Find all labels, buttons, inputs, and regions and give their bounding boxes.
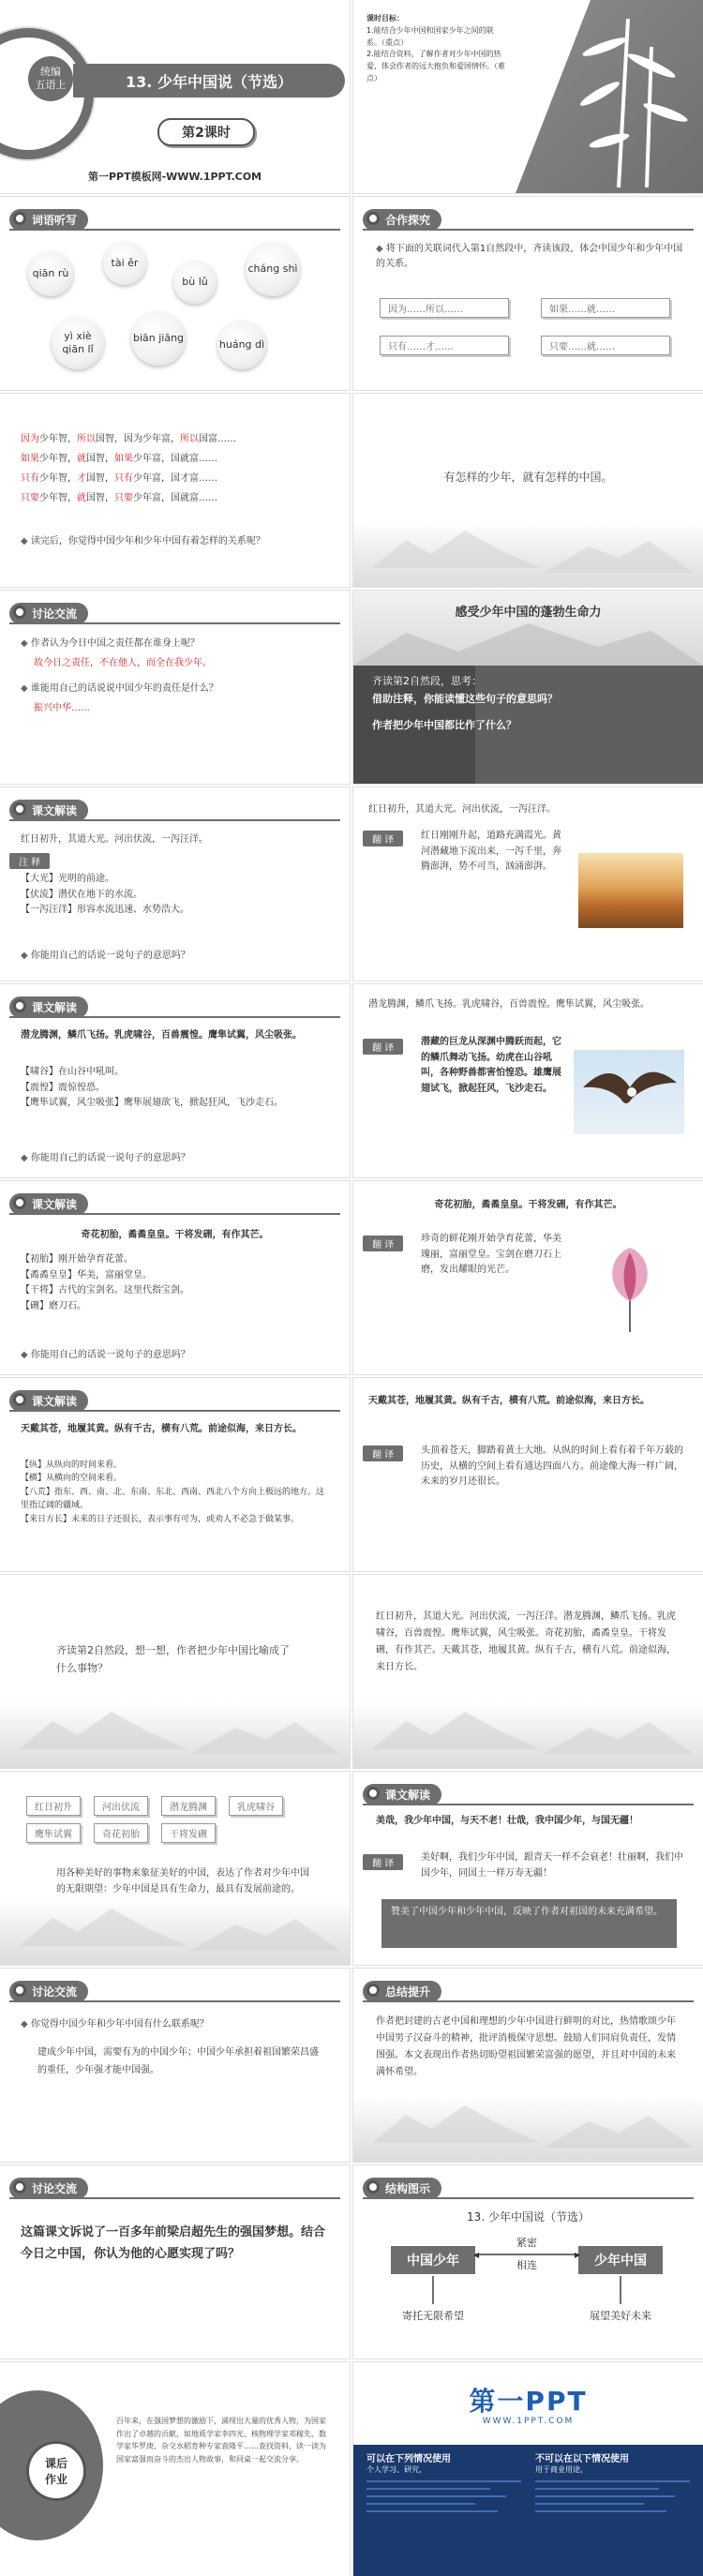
note-item: 【鹰隼试翼，风尘吸张】鹰隼展翅欲飞，掀起狂风，飞沙走石。	[21, 1098, 283, 1108]
connective-line: 只要少年智，就国智，只要少年富，国就富……	[21, 493, 217, 503]
passage-text: 红日初升，其道大光。河出伏流，一泻汪洋。	[21, 834, 208, 845]
translation-text: 红日刚刚升起，道路充满霞光。黄河潜藏地下流出来，一泻千里，奔腾澎湃，势不可当，汹涌澎湃。	[421, 831, 561, 872]
word-bubble: qiān rù	[28, 251, 73, 296]
ppt-url: WWW.1PPT.COM	[482, 2417, 575, 2426]
feel-question: 作者把少年中国都比作了什么？	[372, 719, 516, 732]
connective-box: 因为……所以……	[380, 298, 509, 318]
translation-text: 潜藏的巨龙从深渊中腾跃而起，它的鳞爪舞动飞扬。幼虎在山谷吼叫，各种野兽都害怕惶恐。雄鹰展翅试飞，掀起狂风，飞沙走石。	[421, 1037, 561, 1094]
note-item: 【震惶】震惊惶恐。	[21, 1082, 105, 1093]
slide-question	[0, 1575, 350, 1768]
passage-text: 天戴其苍，地履其黄。纵有千古，横有八荒。前途似海，来日方长。	[368, 1396, 650, 1406]
lesson-title: 13. 少年中国说（节选）	[126, 72, 292, 91]
goals-title: 课时目标：	[366, 14, 404, 22]
connective-box: 只有……才……	[380, 336, 509, 355]
connective-box: 只要……就……	[541, 336, 670, 355]
section-header: 课文解读	[9, 1193, 88, 1215]
question-text: ◆ 谁能用自己的话说说中国少年的责任是什么？	[21, 683, 218, 694]
ppt-logo: 第一PPT	[469, 2386, 588, 2417]
slide-reading-3	[0, 1181, 350, 1374]
question-text: ◆ 你觉得中国少年和少年中国有什么联系呢？	[21, 2019, 209, 2029]
slide-discuss-2	[0, 1969, 350, 2162]
connective-line: 只有少年智，才国智，只有少年富，国才富……	[21, 473, 217, 484]
note-item: 【干将】古代的宝剑名。这里代指宝剑。	[21, 1285, 189, 1295]
slide-quote	[353, 394, 703, 587]
feel-prompt: 齐读第2自然段，思考：	[372, 675, 482, 687]
word-bubble: tài ěr	[103, 242, 146, 285]
connective-box: 如果……就……	[541, 298, 670, 318]
desert-image	[578, 853, 683, 928]
question-text: ◆ 读完后，你觉得中国少年和少年中国有着怎样的关系呢？	[21, 536, 265, 547]
section-header: 讨论交流	[9, 2178, 88, 2199]
slide-reading-4	[0, 1378, 350, 1571]
passage-text: 潜龙腾渊，鳞爪飞扬。乳虎啸谷，百兽震惶。鹰隼试翼，风尘吸张。	[368, 999, 650, 1010]
period-tag: 第2课时	[157, 118, 255, 146]
note-item: 【八荒】指东、西、南、北、东南、东北、西南、西北八个方向上极远的地方。这里指辽阔的疆域。	[21, 1487, 325, 1511]
slide-footer	[353, 2362, 703, 2576]
goal-item: 1.能结合少年中国和国家少年之间的联系。（重点）	[366, 25, 494, 47]
structure-link: 紧密 ◀ ▶ 相连	[473, 2237, 580, 2271]
section-header: 合作探究	[363, 209, 441, 231]
structure-title: 13. 少年中国说（节选）	[467, 2210, 590, 2224]
connective-line: 因为少年智，所以国智，因为少年富，所以国富……	[21, 434, 236, 444]
structure-left-node: 中国少年	[391, 2246, 475, 2274]
question-text: 齐读第2自然段，想一想，作者把少年中国比喻成了什么事物？	[56, 1644, 290, 1674]
structure-right-sub: 展望美好未来	[590, 2310, 651, 2322]
symbol-tag: 乳虎啸谷	[229, 1796, 283, 1816]
passage-text: 天戴其苍，地履其黄。纵有千古，横有八荒。前途似海，来日方长。	[21, 1424, 302, 1434]
feel-title: 感受少年中国的蓬勃生命力	[455, 606, 602, 620]
symbol-tag: 河出伏流	[94, 1796, 148, 1816]
summary-text: 作者把封建的古老中国和理想的少年中国进行鲜明的对比，热情歌颂少年中国男子汉奋斗的精神，批评消极保守思想。鼓励人们同肩负责任，发情图强。本文表现出作者热切盼望祖国繁荣富强的愿望，并且对中国的未来满怀希望。	[376, 2016, 676, 2077]
flower-image	[578, 1243, 681, 1337]
slide-passage	[353, 1575, 703, 1768]
word-bubble: yì xiè qiān lǐ	[52, 317, 104, 369]
slide-explore	[353, 197, 703, 390]
passage-text: 美哉，我少年中国，与天不老！壮哉，我中国少年，与国无疆！	[376, 1816, 638, 1826]
passage-text: 奇花初胎，矞矞皇皇。干将发硎，有作其芒。	[81, 1230, 269, 1240]
deny-sub: 用于商业用途，	[535, 2465, 588, 2474]
structure-left-sub: 寄托无限希望	[402, 2310, 464, 2322]
slide-structure	[353, 2165, 703, 2359]
slide-discuss-1	[0, 591, 350, 784]
translation-text: 珍奇的鲜花刚开始孕育花蕾，华美瑰丽，富丽堂皇。宝剑在磨刀石上磨，发出耀眼的光芒。	[421, 1234, 561, 1275]
note-item: 【硎】磨刀石。	[21, 1300, 86, 1311]
note-item: 【伏流】潜伏在地下的水流。	[21, 889, 142, 900]
translate-tag: 翻 译	[363, 831, 403, 846]
note-item: 【一泻汪洋】形容水流迅速、水势浩大。	[21, 905, 189, 915]
discussion-text: 这篇课文诉说了一百多年前梁启超先生的强国梦想。结合今日之中国，你认为他的心愿实现了吗？	[21, 2225, 326, 2262]
translation-text: 头顶着苍天，脚踏着黄土大地。从纵的时间上看有着千年万载的历史，从横的空间上看有通达四面八方。前途像大海一样广阔，未来的岁月还很长。	[421, 1445, 683, 1487]
answer-text: 建成少年中国，需要有为的中国少年；中国少年承担着祖国繁荣昌盛的重任，少年强才能中国强。	[37, 2047, 319, 2075]
passage-text: 奇花初胎，矞矞皇皇。干将发硎，有作其芒。	[434, 1200, 622, 1210]
section-header: 讨论交流	[9, 603, 88, 624]
note-item: 【大光】光明的前途。	[21, 874, 114, 884]
translate-tag: 翻 译	[363, 1854, 403, 1870]
allow-sub: 个人学习、研究，	[366, 2465, 426, 2474]
slide-reading-2	[0, 984, 350, 1177]
word-bubble: biān jiāng	[131, 311, 186, 366]
symbol-summary: 用各种美好的事物来象征美好的中国，表达了作者对少年中国的无限期望：少年中国是具有生命力，最具有发展前途的。	[56, 1868, 309, 1895]
passage-text: 潜龙腾渊，鳞爪飞扬。乳虎啸谷，百兽震惶。鹰隼试翼，风尘吸张。	[21, 1030, 302, 1041]
summary-box: 赞美了中国少年和少年中国，反映了作者对祖国的未来充满希望。	[381, 1899, 677, 1948]
word-bubble: cháng shì	[246, 242, 300, 296]
note-item: 【矞矞皇皇】华美，富丽堂皇。	[21, 1269, 152, 1281]
title-bar	[73, 64, 345, 97]
section-header: 课文解读	[363, 1784, 441, 1805]
translation-text: 美好啊，我们少年中国，跟青天一样不会衰老！壮丽啊，我们中国少年，同国土一样万寿无疆！	[421, 1852, 683, 1879]
note-item: 【来日方长】未来的日子还很长，表示事有可为，或劝人不必急于做某事。	[21, 1514, 300, 1524]
eagle-image	[574, 1050, 684, 1134]
slide-translate-2	[353, 984, 703, 1177]
slide-translate-4	[353, 1378, 703, 1571]
note-item: 【初胎】刚开始孕育花蕾。	[21, 1254, 133, 1265]
section-header: 词语听写	[9, 209, 88, 231]
symbol-tag: 鹰隼试翼	[26, 1823, 81, 1843]
slide-feel	[353, 591, 703, 784]
question-text: ◆ 你能用自己的话说一说句子的意思吗？	[21, 1350, 190, 1360]
goal-item: 2.能结合资料，了解作者对少年中国的热爱，体会作者的远大抱负和爱国情怀。（难点）	[366, 50, 505, 82]
connective-line: 如果少年智，就国智，如果少年富，国就富……	[21, 454, 217, 464]
slide-dictation	[0, 197, 350, 390]
translate-tag: 翻 译	[363, 1236, 403, 1251]
homework-text: 百年来，在强国梦想的激励下，涌现出大量的优秀人物，为国家作出了卓越的贡献，如地质学家李四光、核物理学家邓稼先、数学家华罗庚、杂交水稻育种专家袁隆平……查找资料，读一读为国家富强而奋斗的杰出人物故事，和同桌一起交流分享。	[116, 2417, 326, 2464]
answer-text: 故今日之责任，不在他人，而全在我少年。	[34, 658, 212, 668]
section-header: 结构图示	[363, 2178, 441, 2199]
slide-title	[0, 0, 350, 193]
word-bubble: huáng dì	[217, 321, 266, 369]
unit-badge: 统编 五语上	[28, 56, 73, 101]
question-text: ◆ 作者认为今日中国之责任都在谁身上呢？	[21, 638, 200, 649]
note-tag: 注 释	[9, 853, 50, 869]
section-header: 课文解读	[9, 996, 88, 1018]
feel-question: 借助注释，你能读懂这些句子的意思吗？	[372, 692, 558, 705]
note-item: 【啸谷】在山谷中吼叫。	[21, 1067, 124, 1077]
question-text: ◆ 你能用自己的话说一说句子的意思吗？	[21, 951, 190, 961]
section-header: 课文解读	[9, 800, 88, 821]
slide-reading-1	[0, 787, 350, 981]
question-text: ◆ 你能用自己的话说一说句子的意思吗？	[21, 1153, 190, 1163]
section-header: 讨论交流	[9, 1981, 88, 2002]
passage-text: 红日初升，其道大光。河出伏流，一泻汪洋。	[368, 804, 556, 815]
slide-homework	[0, 2362, 350, 2576]
slide-discuss-3	[0, 2165, 350, 2359]
translate-tag: 翻 译	[363, 1445, 403, 1461]
bamboo-illustration	[562, 9, 694, 187]
passage-text: 红日初升，其道大光。河出伏流，一泻汪洋。潜龙腾渊，鳞爪飞扬。乳虎啸谷，百兽震惶。鹰隼试翼，风尘吸张。奇花初胎，矞矞皇皇。干将发硎，有作其芒。天戴其苍，地履其黄。纵有千古，横有八荒。前途似海，来日方长。	[376, 1611, 676, 1672]
answer-text: 振兴中华……	[34, 703, 90, 713]
translate-tag: 翻 译	[363, 1039, 403, 1055]
word-bubble: bù lǔ	[173, 261, 217, 304]
slide-translate-3	[353, 1181, 703, 1374]
note-item: 【纵】从纵向的时间来看。	[21, 1460, 123, 1470]
slide-summary	[353, 1969, 703, 2162]
symbol-tag: 奇花初胎	[94, 1823, 148, 1843]
slide-connectives	[0, 394, 350, 587]
slide-translate-1	[353, 787, 703, 981]
quote-text: 有怎样的少年，就有怎样的中国。	[443, 471, 613, 484]
symbol-tag: 红日初升	[26, 1796, 81, 1816]
instruction-text: ◆ 将下面的关联词代入第1自然段中，齐读该段，体会中国少年和少年中国的关系。	[376, 244, 683, 269]
site-label: 第一PPT模板网-WWW.1PPT.COM	[87, 171, 262, 183]
section-header: 课文解读	[9, 1390, 88, 1412]
slide-symbols	[0, 1772, 350, 1965]
allow-title: 可以在下列情况使用	[366, 2454, 451, 2464]
slide-reading-summary	[353, 1772, 703, 1965]
symbol-tag: 潜龙腾渊	[161, 1796, 216, 1816]
section-header: 总结提升	[363, 1981, 441, 2002]
homework-badge: 课后 作业	[26, 2441, 86, 2501]
symbol-tag: 干将发硎	[161, 1823, 216, 1843]
slide-goals	[353, 0, 703, 193]
note-item: 【横】从横向的空间来看。	[21, 1474, 123, 1484]
deny-title: 不可以在以下情况使用	[535, 2454, 629, 2464]
structure-right-node: 少年中国	[578, 2246, 663, 2274]
